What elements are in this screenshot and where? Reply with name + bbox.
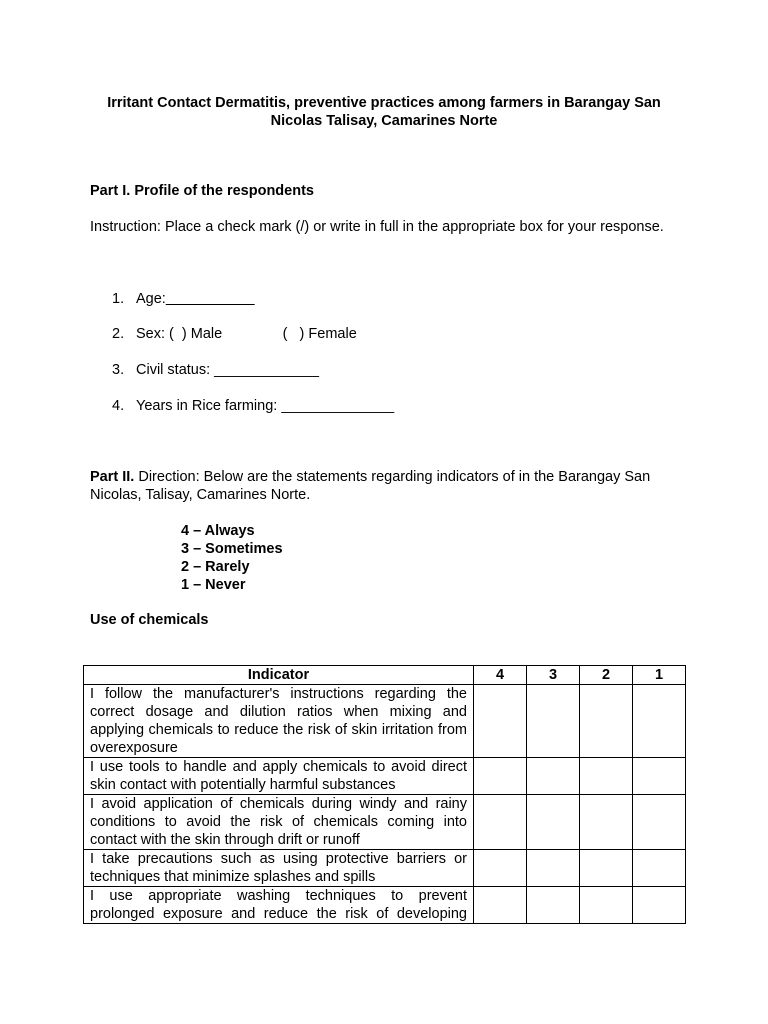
- part2-direction-text: Direction: Below are the statements regarding indicators of in the Barangay San Nicolas, Talisay, Camarines Norte.: [90, 469, 651, 503]
- age-blank: ___________: [165, 291, 255, 307]
- years-farming-label: Years in Rice farming: ______________: [136, 398, 395, 414]
- indicator-cell: I take precautions such as using protective barriers or techniques that minimize splashes and spills: [84, 850, 474, 887]
- part1-instruction: Instruction: Place a check mark (/) or write in full in the appropriate box for your response.: [90, 219, 664, 235]
- header-4: 4: [474, 666, 527, 685]
- part2-label: Part II.: [90, 469, 135, 485]
- indicator-cell: I avoid application of chemicals during windy and rainy conditions to avoid the risk of chemicals coming into contact with the skin through drift or runoff: [84, 795, 474, 850]
- item-number: 1.: [112, 291, 125, 307]
- part1-heading: Part I. Profile of the respondents: [90, 183, 314, 199]
- rating-cell-2[interactable]: [580, 795, 633, 850]
- sex-label: Sex: ( ) Male ( ) Female: [136, 326, 357, 342]
- item-number: 3.: [112, 362, 125, 378]
- table-header-row: [84, 666, 686, 685]
- scale-item: 2 – Rarely: [181, 559, 250, 575]
- header-3: 3: [527, 666, 580, 685]
- rating-cell-2[interactable]: [580, 685, 633, 758]
- scale-item: 1 – Never: [181, 577, 246, 593]
- section-heading: Use of chemicals: [90, 612, 209, 628]
- civil-status-label: Civil status: _____________: [136, 362, 319, 378]
- item-number: 4.: [112, 398, 125, 414]
- rating-cell-1[interactable]: [633, 758, 686, 795]
- rating-cell-4[interactable]: [474, 685, 527, 758]
- table-row: [84, 685, 686, 758]
- indicator-cell: I follow the manufacturer's instructions regarding the correct dosage and dilution ratios when mixing and applying chemicals to reduce the risk of skin irritation from overexposure: [84, 685, 474, 758]
- rating-cell-3[interactable]: [527, 758, 580, 795]
- rating-cell-2[interactable]: [580, 887, 633, 924]
- indicator-cell: I use appropriate washing techniques to prevent prolonged exposure and reduce the risk of developing: [84, 887, 474, 924]
- rating-cell-3[interactable]: [527, 685, 580, 758]
- rating-cell-4[interactable]: [474, 887, 527, 924]
- profile-item-age: [112, 290, 255, 308]
- rating-cell-4[interactable]: [474, 850, 527, 887]
- scale-item: 3 – Sometimes: [181, 541, 283, 557]
- rating-cell-4[interactable]: [474, 795, 527, 850]
- table-row: [84, 850, 686, 887]
- rating-cell-1[interactable]: [633, 850, 686, 887]
- rating-cell-3[interactable]: [527, 887, 580, 924]
- table-row: [84, 887, 686, 924]
- header-indicator: Indicator: [84, 666, 474, 685]
- item-number: 2.: [112, 326, 125, 342]
- age-label: Age:: [136, 291, 166, 307]
- rating-cell-3[interactable]: [527, 795, 580, 850]
- profile-item-sex: [112, 325, 357, 343]
- scale-item: 4 – Always: [181, 523, 255, 539]
- rating-cell-2[interactable]: [580, 758, 633, 795]
- rating-cell-1[interactable]: [633, 795, 686, 850]
- profile-item-civil-status: [112, 361, 319, 379]
- rating-cell-4[interactable]: [474, 758, 527, 795]
- rating-cell-3[interactable]: [527, 850, 580, 887]
- indicator-cell: I use tools to handle and apply chemicals to avoid direct skin contact with potentially harmful substances: [84, 758, 474, 795]
- header-2: 2: [580, 666, 633, 685]
- part2-direction: [90, 468, 680, 504]
- profile-item-years-farming: [112, 397, 394, 415]
- rating-scale: [181, 522, 283, 594]
- table-row: [84, 758, 686, 795]
- rating-cell-1[interactable]: [633, 685, 686, 758]
- indicator-table: [83, 665, 686, 924]
- rating-cell-2[interactable]: [580, 850, 633, 887]
- document-title: Irritant Contact Dermatitis, preventive practices among farmers in Barangay San Nicolas Talisay, Camarines Norte: [107, 95, 661, 129]
- rating-cell-1[interactable]: [633, 887, 686, 924]
- header-1: 1: [633, 666, 686, 685]
- table-row: [84, 795, 686, 850]
